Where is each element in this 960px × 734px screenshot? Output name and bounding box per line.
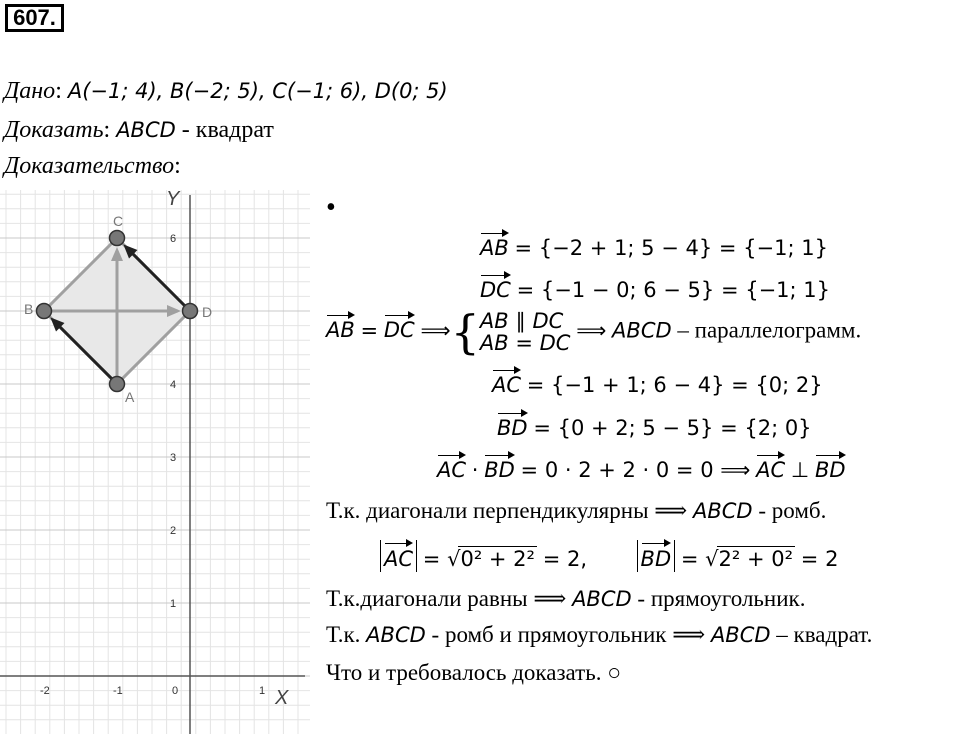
line-rhombus	[326, 498, 826, 524]
len-ac-radicand: 0² + 2²	[460, 547, 535, 571]
implies-2: ⟹	[576, 318, 607, 343]
abs-ac	[380, 540, 417, 572]
line-bd	[497, 410, 812, 441]
parallelogram-tail: – параллелограмм.	[677, 317, 862, 343]
dc-value: = {−1 − 0; 6 − 5} = {−1; 1}	[516, 278, 831, 302]
bullet: •	[326, 192, 336, 223]
len-bd-radicand: 2² + 0²	[718, 547, 794, 571]
rhombus-pre: Т.к. диагонали перпендикулярны ⟹	[326, 498, 688, 523]
point-label-d: D	[202, 304, 213, 320]
y-tick-label: 4	[170, 379, 177, 391]
point-a	[110, 377, 125, 392]
line-lengths	[380, 540, 838, 572]
implies-1: ⟹	[420, 318, 451, 343]
problem-number: 607.	[5, 4, 64, 32]
eq-sign: =	[360, 318, 379, 343]
vector-ac: AC	[492, 367, 521, 397]
rhombus-tail: - ромб.	[758, 498, 827, 523]
ac-value: = {−1 + 1; 6 − 4} = {0; 2}	[526, 373, 823, 397]
point-label-b: B	[24, 301, 34, 317]
vector-ac-4: AC	[384, 540, 413, 572]
prove-text: ABCD	[116, 118, 176, 142]
vector-ab: AB	[480, 230, 509, 260]
system-line-2: AB = DC	[479, 331, 571, 355]
vector-bd-3: BD	[815, 452, 846, 482]
y-tick-label: 6	[170, 233, 177, 245]
len-ac-eq: =	[422, 547, 448, 571]
vector-dc-2: DC	[384, 312, 415, 342]
rect-pre: Т.к.диагонали равны ⟹	[326, 586, 567, 611]
prove-label: Доказать	[4, 117, 104, 143]
point-label-c: C	[113, 213, 124, 229]
coordinate-graph	[0, 0, 320, 734]
line-parallelogram	[326, 305, 862, 359]
perp-sign: ⊥	[790, 458, 810, 482]
point-d	[183, 304, 198, 319]
rect-abcd: ABCD	[572, 587, 632, 611]
dot-sign: ·	[471, 458, 479, 482]
sq-tail: – квадрат.	[776, 622, 873, 647]
system-line-1: AB ∥ DC	[479, 309, 564, 333]
point-c	[110, 231, 125, 246]
rhombus-abcd: ABCD	[693, 499, 753, 523]
given-label: Дано	[4, 78, 56, 104]
system	[480, 310, 571, 354]
x-axis-label: X	[275, 687, 289, 709]
sq-pre: Т.к.	[326, 622, 361, 647]
vector-bd: BD	[497, 410, 528, 440]
parallelogram-abcd: ABCD	[612, 318, 672, 343]
prove-tail: - квадрат	[181, 117, 274, 143]
sq-mid: - ромб и прямоугольник ⟹	[431, 622, 706, 647]
brace: {	[450, 305, 480, 359]
line-square	[326, 622, 872, 648]
x-tick-label: -1	[113, 685, 123, 697]
y-tick-label: 3	[170, 452, 177, 464]
point-b	[37, 304, 52, 319]
y-axis-label: Y	[166, 188, 180, 210]
vector-ac-2: AC	[437, 452, 466, 482]
proof-line: Доказательство:	[4, 153, 181, 179]
len-ac-tail: = 2,	[542, 547, 588, 571]
line-dot-product	[437, 452, 846, 483]
len-bd-tail: = 2	[800, 547, 839, 571]
given-text: A(−1; 4), B(−2; 5), C(−1; 6), D(0; 5)	[67, 79, 448, 103]
grid	[0, 190, 310, 734]
len-bd-eq: =	[680, 547, 706, 571]
vector-ab-2: AB	[326, 312, 355, 342]
rect-tail: - прямоугольник.	[637, 586, 806, 611]
point-label-a: A	[125, 389, 135, 405]
qed-line: Что и требовалось доказать. ○	[326, 660, 622, 685]
bd-value: = {0 + 2; 5 − 5} = {2; 0}	[533, 416, 812, 440]
given-line: Дано: A(−1; 4), B(−2; 5), C(−1; 6), D(0; 5)	[4, 78, 448, 104]
prove-line: Доказать: ABCD - квадрат	[4, 117, 274, 143]
ab-value: = {−2 + 1; 5 − 4} = {−1; 1}	[514, 236, 828, 260]
vector-bd-4: BD	[641, 540, 672, 572]
vector-dc: DC	[480, 272, 511, 302]
abs-bd	[637, 540, 676, 572]
dot-value: = 0 · 2 + 2 · 0 = 0 ⟹	[520, 458, 751, 482]
vector-ac-3: AC	[756, 452, 785, 482]
y-tick-label: 1	[170, 598, 177, 610]
proof-label: Доказательство	[4, 153, 175, 179]
sqrt-sign-2: √	[705, 547, 719, 571]
line-rectangle	[326, 586, 805, 612]
line-ac	[492, 367, 823, 398]
x-tick-label: 0	[172, 685, 179, 697]
sqrt-sign-1: √	[447, 547, 461, 571]
vector-bd-2: BD	[484, 452, 515, 482]
y-tick-label: 2	[170, 525, 177, 537]
line-dc	[480, 272, 830, 303]
sq-abcd: ABCD	[366, 623, 426, 647]
x-tick-label: -2	[40, 685, 50, 697]
line-ab	[480, 230, 828, 261]
x-tick-label: 1	[259, 685, 266, 697]
sq-abcd-2: ABCD	[710, 623, 771, 647]
